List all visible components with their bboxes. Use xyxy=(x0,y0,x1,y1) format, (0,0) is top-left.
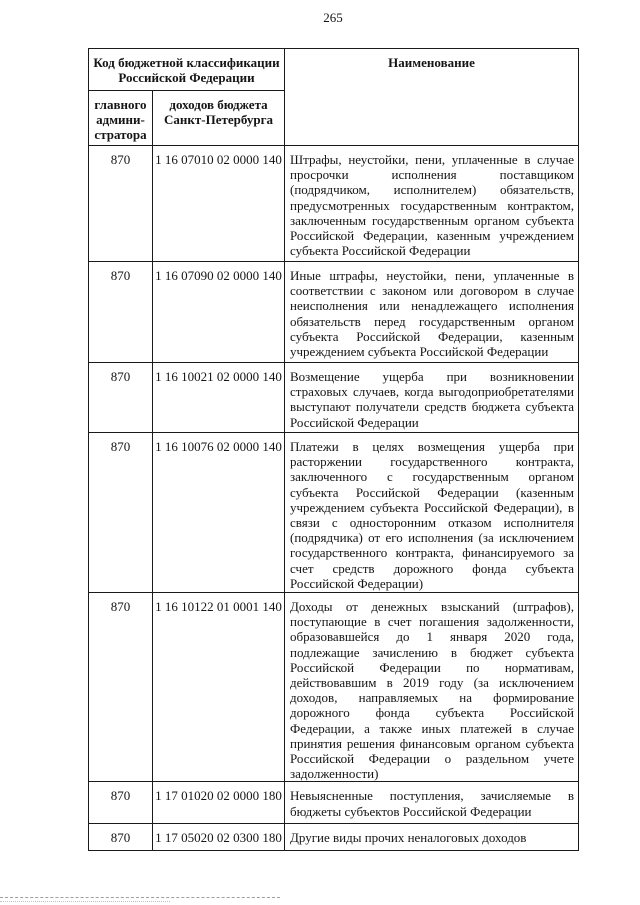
table-body xyxy=(89,146,579,851)
header-code-group: Код бюджетной классификации Российской Федерации xyxy=(89,49,285,91)
income-code-cell: 1 16 10122 01 0001 140 xyxy=(153,593,285,782)
header-name: Наименование xyxy=(285,49,579,146)
page-number: 265 xyxy=(323,10,343,25)
table-row xyxy=(89,824,579,851)
table-row xyxy=(89,782,579,824)
admin-code-cell: 870 xyxy=(89,593,153,782)
table-row xyxy=(89,433,579,593)
admin-code-cell: 870 xyxy=(89,433,153,593)
admin-code-cell: 870 xyxy=(89,782,153,824)
scan-edge-artifact xyxy=(0,901,170,902)
income-code-cell: 1 17 05020 02 0300 180 xyxy=(153,824,285,851)
admin-code-cell: 870 xyxy=(89,262,153,363)
scan-edge-artifact xyxy=(0,897,280,898)
name-cell: Штрафы, неустойки, пени, уплаченные в случае просрочки исполнения поставщиком (подрядчиком, исполнителем) обязательств, предусмотренных государственным контрактом, заключенным государственным органом субъекта Российской Федерации, казенным учреждением субъекта Российской Федерации xyxy=(285,146,579,262)
admin-code-cell: 870 xyxy=(89,824,153,851)
name-cell: Другие виды прочих неналоговых доходов xyxy=(285,824,579,851)
name-cell: Доходы от денежных взысканий (штрафов), поступающие в счет погашения задолженности, образовавшейся до 1 января 2020 года, подлежащие зачислению в бюджет субъекта Российской Федерации по нормативам, действовавшим в 2019 году (за исключением доходов, направляемых на формирование дорожного фонда субъекта Российской Федерации, а также иных платежей в случае принятия решения финансовым органом субъекта Российской Федерации о раздельном учете задолженности) xyxy=(285,593,579,782)
budget-classification-table xyxy=(88,48,579,851)
name-cell: Иные штрафы, неустойки, пени, уплаченные в соответствии с законом или договором в случае неисполнения или ненадлежащего исполнения обязательств перед государственным органом субъекта Российской Федерации, казенным учреждением субъекта Российской Федерации xyxy=(285,262,579,363)
income-code-cell: 1 16 10021 02 0000 140 xyxy=(153,363,285,433)
table-row xyxy=(89,363,579,433)
header-row-1 xyxy=(89,49,579,91)
table-row xyxy=(89,146,579,262)
name-cell: Возмещение ущерба при возникновении страховых случаев, когда выгодоприобретателями выступают получатели средств бюджета субъекта Российской Федерации xyxy=(285,363,579,433)
admin-code-cell: 870 xyxy=(89,146,153,262)
table-row xyxy=(89,262,579,363)
income-code-cell: 1 16 07010 02 0000 140 xyxy=(153,146,285,262)
income-code-cell: 1 17 01020 02 0000 180 xyxy=(153,782,285,824)
table-row xyxy=(89,593,579,782)
income-code-cell: 1 16 07090 02 0000 140 xyxy=(153,262,285,363)
table-header xyxy=(89,49,579,146)
income-code-cell: 1 16 10076 02 0000 140 xyxy=(153,433,285,593)
name-cell: Невыясненные поступления, зачисляемые в бюджеты субъектов Российской Федерации xyxy=(285,782,579,824)
name-cell: Платежи в целях возмещения ущерба при расторжении государственного контракта, заключенного с государственным органом субъекта Российской Федерации (казенным учреждением субъекта Российской Федерации), в связи с односторонним отказом исполнителя (подрядчика) от его исполнения (за исключением государственного контракта, финансируемого за счет средств дорожного фонда субъекта Российской Федерации) xyxy=(285,433,579,593)
header-admin: главного админи-стратора xyxy=(89,91,153,146)
admin-code-cell: 870 xyxy=(89,363,153,433)
header-income: доходов бюджета Санкт-Петербурга xyxy=(153,91,285,146)
